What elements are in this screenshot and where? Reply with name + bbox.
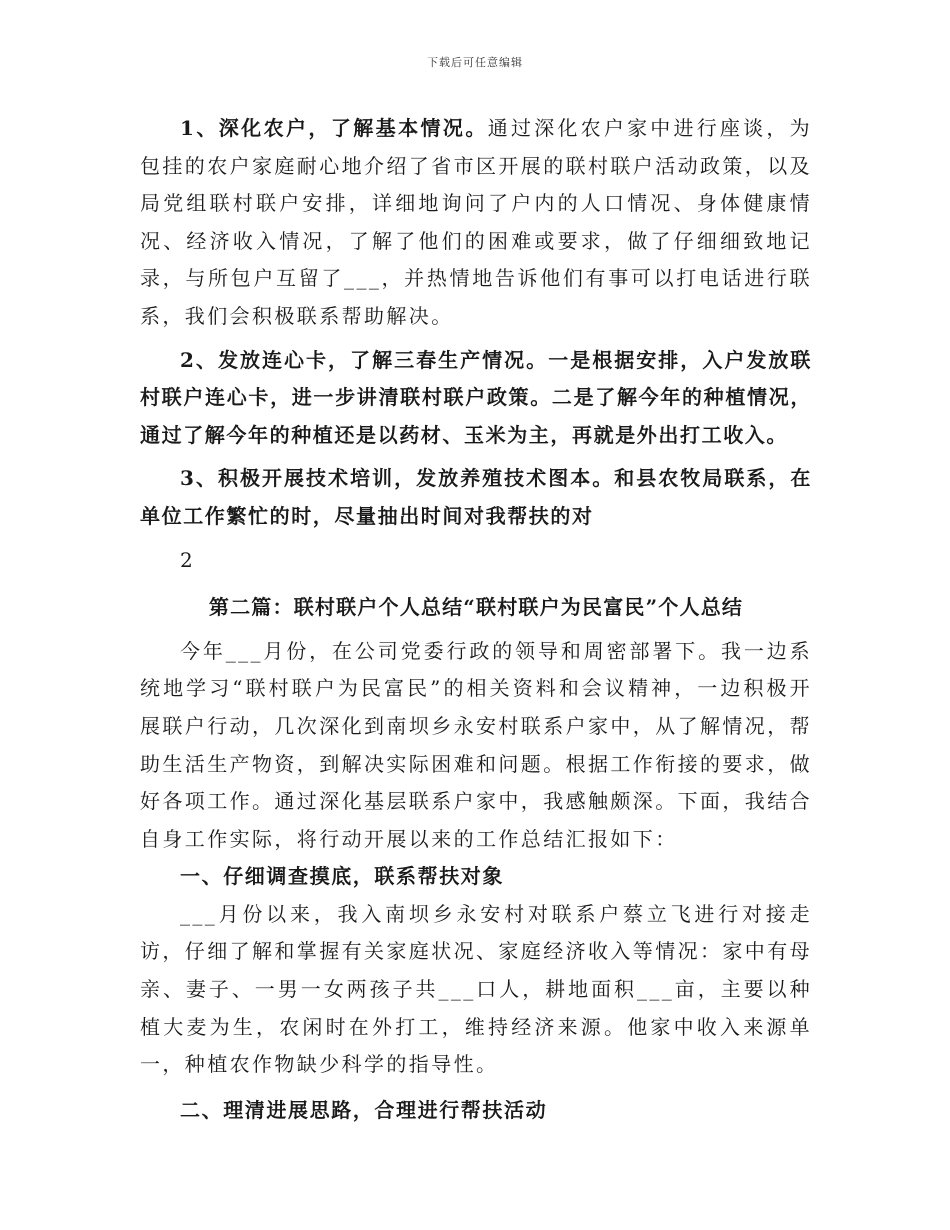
- heading-1: 一、仔细调查摸底，联系帮扶对象: [180, 864, 504, 889]
- section-title: 第二篇：联村联户个人总结“联村联户为民富民”个人总结: [208, 595, 744, 620]
- paragraph-1-lead: 1、深化农户，了解基本情况。: [180, 116, 488, 140]
- paragraph-1-text: 通过深化农户家中进行座谈，为包挂的农户家庭耐心地介绍了省市区开展的联村联户活动政策，以及局党组联村联户安排，详细地询问了户内的人口情况、身体健康情况、经济收入情况，了解了他们的困难或要求，做了仔细细致地记录，与所包户互留了___，并热情地告诉他们有事可以打电话进行联系，我们会积极联系帮助解决。: [140, 116, 812, 328]
- body-paragraph-1: ___月份以来，我入南坝乡永安村对联系户蔡立飞进行对接走访，仔细了解和掌握有关家庭状况、家庭经济收入等情况：家中有母亲、妻子、一男一女两孩子共___口人，耕地面积___亩，主要以种植大麦为生，农闲时在外打工，维持经济来源。他家中收入来源单一，种植农作物缺少科学的指导性。: [140, 901, 812, 1077]
- paragraph-2: 2、发放连心卡，了解三春生产情况。一是根据安排，入户发放联村联户连心卡，进一步讲清联村联户政策。二是了解今年的种植情况，通过了解今年的种植还是以药材、玉米为主，再就是外出打工收入。: [140, 347, 812, 447]
- paragraph-1: [140, 110, 812, 336]
- page-header: 下载后可任意编辑: [427, 56, 523, 69]
- paragraph-3: 3、积极开展技术培训，发放养殖技术图本。和县农牧局联系，在单位工作繁忙的时，尽量抽出时间对我帮扶的对: [140, 466, 812, 528]
- heading-2: 二、理清进展思路，合理进行帮扶活动: [180, 1097, 548, 1122]
- page-number: 2: [180, 547, 196, 572]
- document-body: [140, 110, 812, 1129]
- intro-paragraph: 今年___月份，在公司党委行政的领导和周密部署下。我一边系统地学习“联村联户为民富民”的相关资料和会议精神，一边积极开展联户行动，几次深化到南坝乡永安村联系户家中，从了解情况，帮助生活生产物资，到解决实际困难和问题。根据工作衔接的要求，做好各项工作。通过深化基层联系户家中，我感触颇深。下面，我结合自身工作实际，将行动开展以来的工作总结汇报如下：: [140, 638, 812, 851]
